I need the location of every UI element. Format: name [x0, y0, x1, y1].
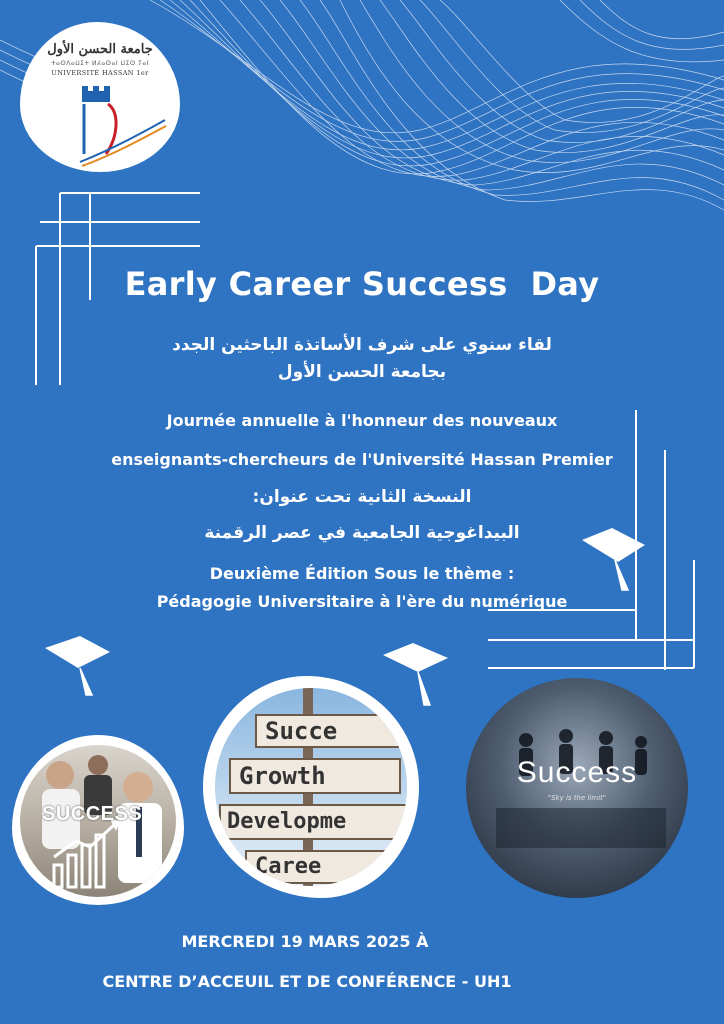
- photo-left-success-word: SUCCESS: [42, 803, 143, 825]
- french-theme-line-2: Pédagogie Universitaire à l'ère du numérique: [156, 592, 568, 611]
- event-title: Early Career Success Day: [124, 265, 600, 303]
- sign-career: Caree: [245, 850, 407, 884]
- photo-right-success-word: Success: [516, 756, 638, 789]
- french-intro-line-1: Journée annuelle à l'honneur des nouveaux: [166, 411, 558, 430]
- event-date: MERCREDI 19 MARS 2025 À: [181, 932, 429, 951]
- university-emblem-icon: [70, 82, 170, 172]
- french-theme-line-1: Deuxième Édition Sous le thème :: [209, 564, 515, 583]
- logo-tifinagh-name: ⵜⴰⵙⴷⴰⵡⵉⵜ ⵍⵃⴰⵙⴰⵏ ⵡⵉⵙ ⵢⴰⵏ: [50, 60, 150, 67]
- graduation-cap-icon: [383, 643, 448, 705]
- logo-arabic-name: جامعة الحسن الأول: [47, 42, 153, 57]
- french-intro-line-2: enseignants-chercheurs de l'Université Hassan Premier: [111, 450, 613, 469]
- photo-success-business: [12, 735, 184, 905]
- arabic-intro-line-1: لقاء سنوي على شرف الأساتذة الباحثين الجدد: [172, 335, 552, 355]
- event-venue: CENTRE D’ACCEUIL ET DE CONFÉRENCE - UH1: [102, 972, 512, 991]
- photo-right-tagline: "Sky is the limit": [547, 794, 607, 802]
- logo-french-name: UNIVERSITÉ HASSAN 1er: [51, 69, 149, 77]
- sign-development: Developme: [219, 804, 407, 840]
- arabic-theme-line-2: البيداغوجية الجامعية في عصر الرقمنة: [204, 523, 520, 543]
- sign-growth: Growth: [229, 758, 401, 794]
- arabic-theme-line-1: النسخة الثانية تحت عنوان:: [252, 487, 472, 507]
- graduation-cap-icon: [45, 636, 110, 695]
- arabic-intro-line-2: بجامعة الحسن الأول: [277, 362, 447, 382]
- photo-success-sky: [466, 678, 688, 898]
- sign-success: Succe: [255, 714, 407, 748]
